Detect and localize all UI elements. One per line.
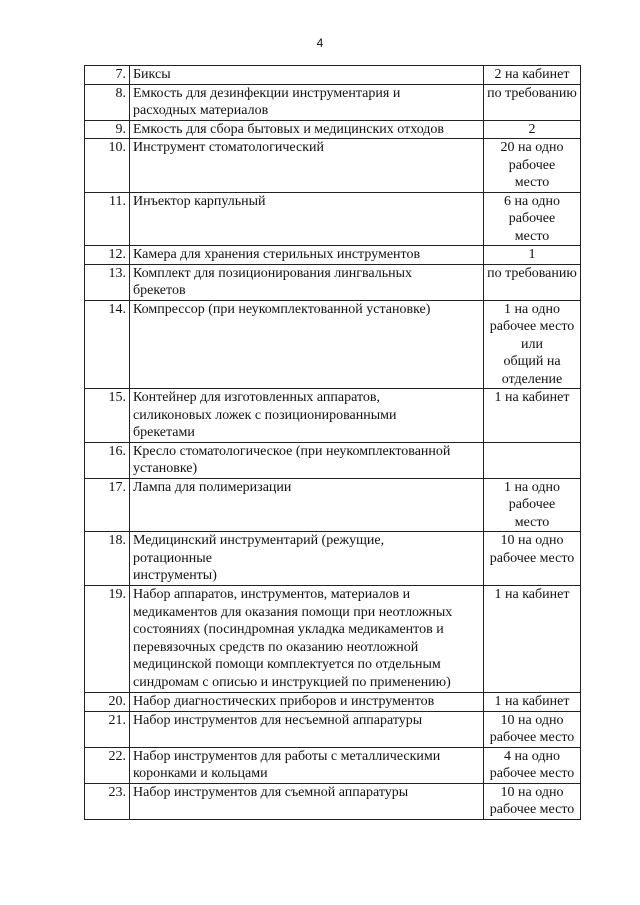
- item-name-cell: Инструмент стоматологический: [130, 139, 484, 193]
- table-row: [85, 532, 581, 586]
- row-number-cell: 17.: [85, 478, 130, 532]
- quantity-cell: 4 на одно рабочее место: [484, 747, 581, 783]
- table-row: [85, 711, 581, 747]
- table-row: [85, 246, 581, 265]
- item-name-cell: Кресло стоматологическое (при неукомплектованной установке): [130, 442, 484, 478]
- quantity-cell: 1 на одно рабочее место или общий на отделение: [484, 300, 581, 389]
- quantity-cell: 2: [484, 120, 581, 139]
- quantity-cell: 1: [484, 246, 581, 265]
- row-number-cell: 21.: [85, 711, 130, 747]
- row-number-cell: 7.: [85, 66, 130, 85]
- item-name-cell: Емкость для сбора бытовых и медицинских отходов: [130, 120, 484, 139]
- quantity-cell: 1 на кабинет: [484, 389, 581, 443]
- row-number-cell: 18.: [85, 532, 130, 586]
- item-name-cell: Комплект для позиционирования лингвальных брекетов: [130, 264, 484, 300]
- item-name-cell: Компрессор (при неукомплектованной установке): [130, 300, 484, 389]
- table-row: [85, 389, 581, 443]
- quantity-cell: 6 на одно рабочее место: [484, 192, 581, 246]
- quantity-cell: 1 на кабинет: [484, 693, 581, 712]
- item-name-cell: Инъектор карпульный: [130, 192, 484, 246]
- table-row: [85, 693, 581, 712]
- table-row: [85, 442, 581, 478]
- item-name-cell: Медицинский инструментарий (режущие, ротационные инструменты): [130, 532, 484, 586]
- quantity-cell: [484, 442, 581, 478]
- row-number-cell: 8.: [85, 84, 130, 120]
- item-name-cell: Емкость для дезинфекции инструментария и расходных материалов: [130, 84, 484, 120]
- equipment-table: [84, 65, 581, 820]
- item-name-cell: Контейнер для изготовленных аппаратов, силиконовых ложек с позиционированными брекетами: [130, 389, 484, 443]
- row-number-cell: 13.: [85, 264, 130, 300]
- quantity-cell: по требованию: [484, 264, 581, 300]
- row-number-cell: 16.: [85, 442, 130, 478]
- item-name-cell: Набор диагностических приборов и инструментов: [130, 693, 484, 712]
- table-row: [85, 747, 581, 783]
- table-row: [85, 586, 581, 693]
- quantity-cell: 1 на одно рабочее место: [484, 478, 581, 532]
- quantity-cell: 20 на одно рабочее место: [484, 139, 581, 193]
- quantity-cell: 1 на кабинет: [484, 586, 581, 693]
- quantity-cell: 10 на одно рабочее место: [484, 532, 581, 586]
- table-row: [85, 783, 581, 819]
- item-name-cell: Набор инструментов для работы с металлическими коронками и кольцами: [130, 747, 484, 783]
- row-number-cell: 20.: [85, 693, 130, 712]
- row-number-cell: 22.: [85, 747, 130, 783]
- item-name-cell: Камера для хранения стерильных инструментов: [130, 246, 484, 265]
- quantity-cell: по требованию: [484, 84, 581, 120]
- equipment-table-body: [85, 66, 581, 820]
- table-row: [85, 66, 581, 85]
- table-row: [85, 192, 581, 246]
- row-number-cell: 14.: [85, 300, 130, 389]
- table-row: [85, 139, 581, 193]
- item-name-cell: Набор инструментов для несъемной аппаратуры: [130, 711, 484, 747]
- row-number-cell: 19.: [85, 586, 130, 693]
- row-number-cell: 11.: [85, 192, 130, 246]
- row-number-cell: 23.: [85, 783, 130, 819]
- item-name-cell: Биксы: [130, 66, 484, 85]
- table-row: [85, 264, 581, 300]
- table-row: [85, 84, 581, 120]
- row-number-cell: 12.: [85, 246, 130, 265]
- quantity-cell: 10 на одно рабочее место: [484, 711, 581, 747]
- quantity-cell: 2 на кабинет: [484, 66, 581, 85]
- table-row: [85, 478, 581, 532]
- page-number: 4: [316, 36, 324, 50]
- item-name-cell: Лампа для полимеризации: [130, 478, 484, 532]
- row-number-cell: 15.: [85, 389, 130, 443]
- table-row: [85, 120, 581, 139]
- item-name-cell: Набор аппаратов, инструментов, материалов и медикаментов для оказания помощи при неотложных состояниях (посиндромная укладка медикаментов и перевязочных средств по оказанию неотложной медицинской помощи комплектуется по отдельным синдромам с описью и инструкцией по применению): [130, 586, 484, 693]
- quantity-cell: 10 на одно рабочее место: [484, 783, 581, 819]
- item-name-cell: Набор инструментов для съемной аппаратуры: [130, 783, 484, 819]
- row-number-cell: 10.: [85, 139, 130, 193]
- row-number-cell: 9.: [85, 120, 130, 139]
- table-row: [85, 300, 581, 389]
